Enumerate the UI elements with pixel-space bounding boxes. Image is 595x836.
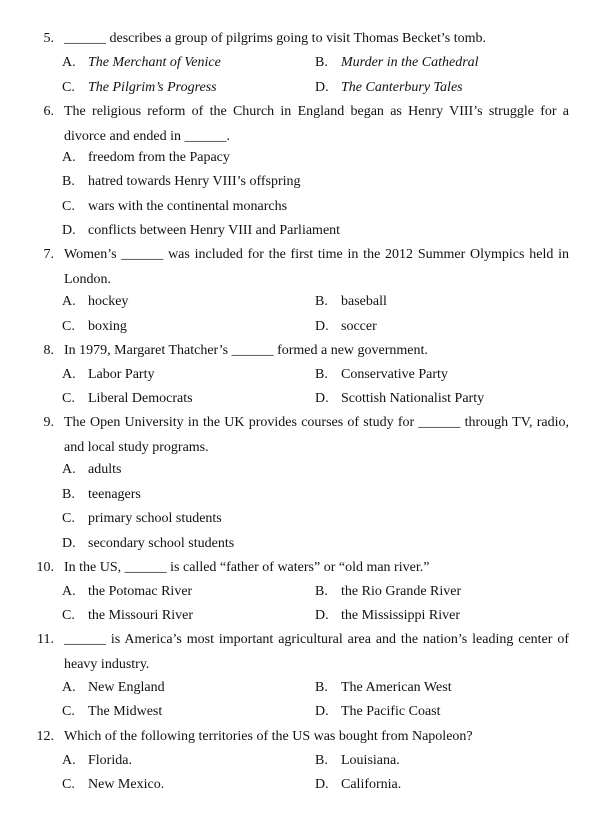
option-letter: A. [62,367,76,382]
option-text: the Missouri River [88,608,193,623]
option-b[interactable] [315,290,387,314]
option-text: Conservative Party [341,367,448,382]
question-stem-line: The religious reform of the Church in England began as Henry VIII’s struggle for a [64,104,569,119]
question-stem-line: In the US, ______ is called “father of waters” or “old man river.” [64,560,430,575]
option-text: soccer [341,319,377,334]
option-letter: A. [62,680,76,695]
option-letter: C. [62,319,75,334]
option-b[interactable] [315,676,452,700]
question-number: 12. [36,729,54,744]
option-letter: D. [315,608,329,623]
option-text: primary school students [88,511,222,526]
option-text: wars with the continental monarchs [88,199,288,214]
option-letter: B. [315,55,328,70]
option-c[interactable] [62,700,162,724]
option-d[interactable] [62,219,340,243]
option-letter: A. [62,294,76,309]
option-text: teenagers [88,487,141,502]
option-c[interactable] [62,315,127,339]
question-stem-line: ______ is America’s most important agricultural area and the nation’s leading center of [64,632,569,647]
option-text: freedom from the Papacy [88,150,230,165]
option-text: adults [88,462,122,477]
question-stem-line: Women’s ______ was included for the first time in the 2012 Summer Olympics held in [64,247,569,262]
option-d[interactable] [315,773,401,797]
option-text: boxing [88,319,127,334]
option-text: baseball [341,294,387,309]
option-d[interactable] [315,700,441,724]
option-letter: C. [62,511,75,526]
option-a[interactable] [62,51,221,75]
option-letter: B. [315,584,328,599]
option-text: Florida. [88,753,132,768]
option-letter: C. [62,608,75,623]
option-letter: A. [62,150,76,165]
option-letter: A. [62,462,76,477]
option-text: the Rio Grande River [341,584,462,599]
option-b[interactable] [315,580,461,604]
option-d[interactable] [315,387,484,411]
option-letter: B. [315,680,328,695]
option-letter: B. [62,487,75,502]
question-stem-line: The Open University in the UK provides courses of study for ______ through TV, radio, [64,415,569,430]
option-text: The Pacific Coast [341,704,441,719]
option-text: The Midwest [88,704,163,719]
option-b[interactable] [62,483,141,507]
option-b[interactable] [315,363,448,387]
option-a[interactable] [62,749,132,773]
question-stem-line: Which of the following territories of the US was bought from Napoleon? [64,729,473,744]
option-text: secondary school students [88,536,235,551]
option-letter: B. [315,753,328,768]
option-letter: D. [315,777,329,792]
option-d[interactable] [62,532,234,556]
question-stem-line: heavy industry. [64,656,150,672]
question-stem-line: divorce and ended in ______. [64,128,231,144]
option-a[interactable] [62,290,128,314]
option-letter: A. [62,584,76,599]
option-c[interactable] [62,195,287,219]
option-b[interactable] [315,51,479,75]
option-text: the Potomac River [88,584,193,599]
question-number: 8. [43,343,54,358]
option-letter: D. [315,391,329,406]
option-letter: C. [62,391,75,406]
option-d[interactable] [315,604,460,628]
option-letter: D. [62,223,76,238]
question-number: 5. [43,31,54,46]
option-text: hatred towards Henry VIII’s offspring [88,174,301,189]
option-letter: C. [62,777,75,792]
option-letter: A. [62,55,76,70]
option-text: The Merchant of Venice [88,55,221,70]
question-stem-line: ______ describes a group of pilgrims going to visit Thomas Becket’s tomb. [64,31,487,46]
option-letter: B. [315,294,328,309]
option-text: conflicts between Henry VIII and Parliament [88,223,341,238]
option-text: Scottish Nationalist Party [341,391,485,406]
option-letter: B. [62,174,75,189]
question-stem-line: London. [64,271,112,287]
option-d[interactable] [315,315,377,339]
option-text: The American West [341,680,452,695]
option-text: hockey [88,294,129,309]
question-number: 6. [43,104,54,119]
option-letter: D. [315,704,329,719]
option-letter: C. [62,80,75,95]
option-b[interactable] [62,170,301,194]
option-c[interactable] [62,604,193,628]
question-stem-line: and local study programs. [64,439,209,455]
option-letter: D. [315,319,329,334]
option-a[interactable] [62,676,165,700]
option-a[interactable] [62,146,230,170]
option-letter: C. [62,704,75,719]
option-letter: D. [315,80,329,95]
option-text: California. [341,777,402,792]
option-text: New England [88,680,165,695]
question-stem-line: In 1979, Margaret Thatcher’s ______ formed a new government. [64,343,428,358]
question-number: 7. [43,247,54,262]
option-text: The Canterbury Tales [341,80,463,95]
option-c[interactable] [62,76,217,100]
option-letter: D. [62,536,76,551]
option-c[interactable] [62,773,164,797]
option-text: Liberal Democrats [88,391,193,406]
option-text: Murder in the Cathedral [341,55,479,70]
option-a[interactable] [62,580,192,604]
option-c[interactable] [62,507,222,531]
option-letter: A. [62,753,76,768]
option-text: The Pilgrim’s Progress [88,80,217,95]
option-d[interactable] [315,76,463,100]
option-text: the Mississippi River [341,608,461,623]
option-c[interactable] [62,387,193,411]
option-text: New Mexico. [88,777,165,792]
question-number: 11. [37,632,54,647]
question-number: 9. [43,415,54,430]
option-letter: C. [62,199,75,214]
option-text: Labor Party [88,367,155,382]
option-letter: B. [315,367,328,382]
option-a[interactable] [62,458,121,482]
option-a[interactable] [62,363,154,387]
option-text: Louisiana. [341,753,400,768]
question-number: 10. [36,560,54,575]
option-b[interactable] [315,749,400,773]
